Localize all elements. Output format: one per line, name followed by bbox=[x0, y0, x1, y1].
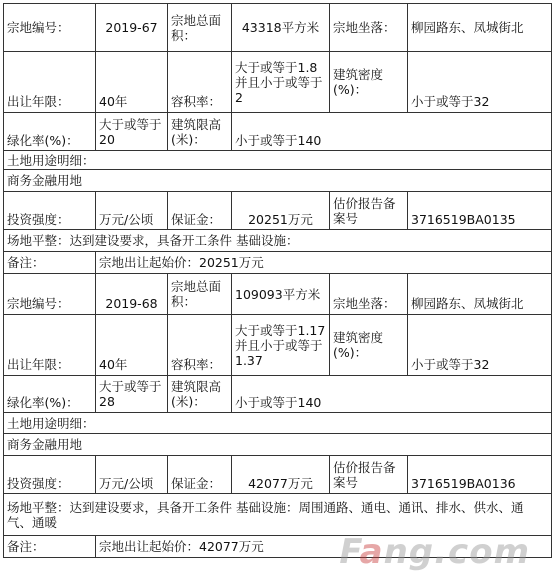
parcel-no-label: 宗地编号： bbox=[4, 274, 96, 315]
row-use-label bbox=[4, 151, 552, 170]
total-area-label: 宗地总面积： bbox=[168, 274, 232, 315]
location-label: 宗地坐落： bbox=[330, 4, 408, 52]
height-label: 建筑限高(米)： bbox=[168, 113, 232, 151]
term-label: 出让年限： bbox=[4, 315, 96, 376]
note-value: 宗地出让起始价：20251万元 bbox=[96, 252, 552, 274]
row-use-value bbox=[4, 434, 552, 456]
density-value: 小于或等于32 bbox=[408, 52, 552, 113]
parcel-no-value: 2019-68 bbox=[96, 274, 168, 315]
fang-watermark: Fang.com bbox=[339, 532, 530, 572]
note-label: 备注： bbox=[4, 536, 96, 558]
term-label: 出让年限： bbox=[4, 52, 96, 113]
note-label: 备注： bbox=[4, 252, 96, 274]
land-use-value: 商务金融用地 bbox=[4, 170, 552, 192]
row-note bbox=[4, 252, 552, 274]
far-label: 容积率： bbox=[168, 52, 232, 113]
green-label: 绿化率(%)： bbox=[4, 376, 96, 413]
row-site bbox=[4, 494, 552, 536]
appraisal-label: 估价报告备案号 bbox=[330, 456, 408, 494]
height-value: 小于或等于140 bbox=[232, 113, 552, 151]
appraisal-value: 3716519BA0136 bbox=[408, 456, 552, 494]
invest-label: 投资强度： bbox=[4, 192, 96, 230]
row-green-height bbox=[4, 113, 552, 151]
far-value: 大于或等于1.17并且小于或等于1.37 bbox=[232, 315, 330, 376]
location-label: 宗地坐落： bbox=[330, 274, 408, 315]
far-label: 容积率： bbox=[168, 315, 232, 376]
density-label: 建筑密度(%)： bbox=[330, 315, 408, 376]
row-parcel-info bbox=[4, 4, 552, 52]
appraisal-label: 估价报告备案号 bbox=[330, 192, 408, 230]
appraisal-value: 3716519BA0135 bbox=[408, 192, 552, 230]
total-area-label: 宗地总面积： bbox=[168, 4, 232, 52]
row-green-height bbox=[4, 376, 552, 413]
location-value: 柳园路东、凤城街北 bbox=[408, 4, 552, 52]
invest-label: 投资强度： bbox=[4, 456, 96, 494]
land-use-label: 土地用途明细： bbox=[4, 151, 552, 170]
density-label: 建筑密度(%)： bbox=[330, 52, 408, 113]
row-use-label bbox=[4, 413, 552, 434]
invest-value: 万元/公顷 bbox=[96, 456, 168, 494]
far-value: 大于或等于1.8并且小于或等于2 bbox=[232, 52, 330, 113]
term-value: 40年 bbox=[96, 52, 168, 113]
land-use-label: 土地用途明细： bbox=[4, 413, 552, 434]
row-site bbox=[4, 230, 552, 252]
row-invest-deposit bbox=[4, 192, 552, 230]
parcel-no-label: 宗地编号： bbox=[4, 4, 96, 52]
land-use-value: 商务金融用地 bbox=[4, 434, 552, 456]
invest-value: 万元/公顷 bbox=[96, 192, 168, 230]
site-conditions: 场地平整：达到建设要求，具备开工条件 基础设施：周围通路、通电、通讯、排水、供水、通气、通暖 bbox=[4, 494, 552, 536]
total-area-value: 43318平方米 bbox=[232, 4, 330, 52]
density-value: 小于或等于32 bbox=[408, 315, 552, 376]
row-term-far bbox=[4, 52, 552, 113]
green-value: 大于或等于20 bbox=[96, 113, 168, 151]
row-invest-deposit bbox=[4, 456, 552, 494]
land-parcel-document bbox=[3, 3, 552, 558]
deposit-label: 保证金： bbox=[168, 456, 232, 494]
land-parcel-table bbox=[3, 3, 552, 558]
site-conditions: 场地平整：达到建设要求，具备开工条件 基础设施： bbox=[4, 230, 552, 252]
location-value: 柳园路东、凤城街北 bbox=[408, 274, 552, 315]
deposit-value: 20251万元 bbox=[232, 192, 330, 230]
deposit-value: 42077万元 bbox=[232, 456, 330, 494]
note-value: 宗地出让起始价：42077万元 bbox=[96, 536, 552, 558]
height-label: 建筑限高(米)： bbox=[168, 376, 232, 413]
deposit-label: 保证金： bbox=[168, 192, 232, 230]
green-label: 绿化率(%)： bbox=[4, 113, 96, 151]
row-parcel-info bbox=[4, 274, 552, 315]
row-use-value bbox=[4, 170, 552, 192]
term-value: 40年 bbox=[96, 315, 168, 376]
parcel-no-value: 2019-67 bbox=[96, 4, 168, 52]
green-value: 大于或等于28 bbox=[96, 376, 168, 413]
total-area-value: 109093平方米 bbox=[232, 274, 330, 315]
height-value: 小于或等于140 bbox=[232, 376, 552, 413]
row-term-far bbox=[4, 315, 552, 376]
